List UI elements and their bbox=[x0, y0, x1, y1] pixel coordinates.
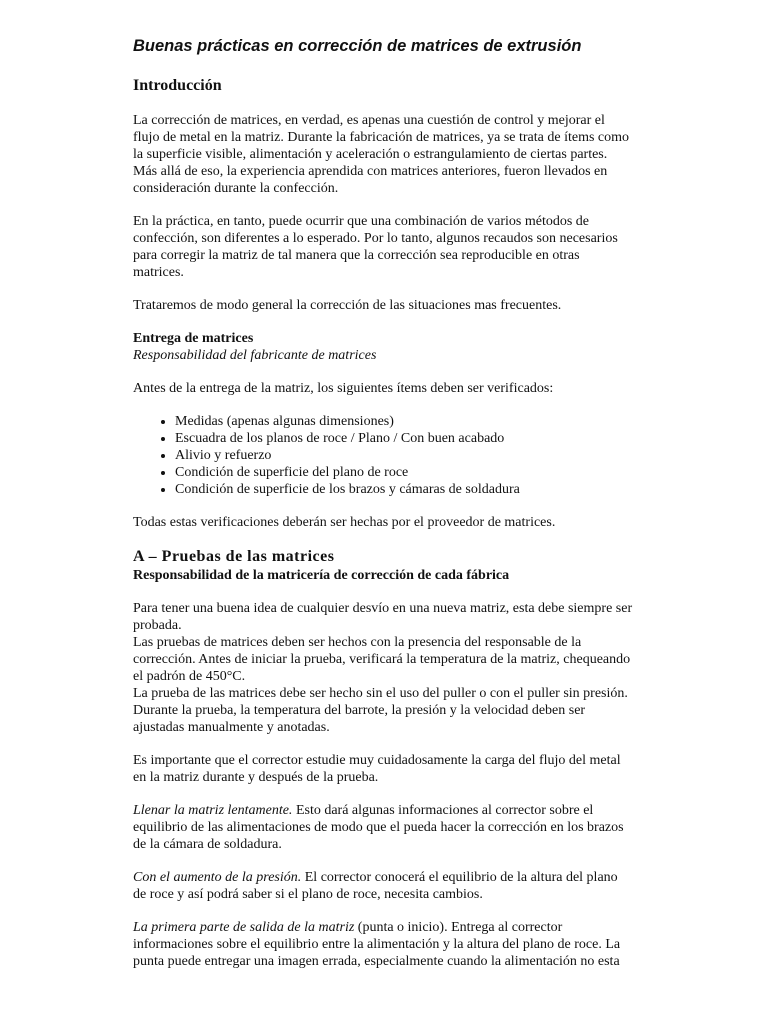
step-paragraph-3 bbox=[133, 919, 633, 970]
section-a-subheading: Responsabilidad de la matricería de corrección de cada fábrica bbox=[133, 568, 510, 583]
section-a-important: Es importante que el corrector estudie muy cuidadosamente la carga del flujo del metal en la matriz durante y después de la prueba. bbox=[133, 753, 621, 785]
step-text-2: El corrector conocerá el equilibrio de la altura del plano de roce y así podrá saber si el plano de roce, necesita cambios. bbox=[133, 870, 618, 902]
step-paragraph-2 bbox=[133, 869, 633, 903]
document-body bbox=[133, 36, 633, 986]
intro-paragraph-3: Trataremos de modo general la corrección de las situaciones mas frecuentes. bbox=[133, 298, 562, 313]
delivery-lead: Antes de la entrega de la matriz, los siguientes ítems deben ser verificados: bbox=[133, 381, 554, 396]
delivery-heading: Entrega de matrices bbox=[133, 331, 254, 346]
section-a-line-3: La prueba de las matrices debe ser hecho sin el uso del puller o con el puller sin presión. bbox=[133, 686, 628, 701]
list-item: • Medidas (apenas algunas dimensiones) bbox=[175, 413, 633, 430]
step-lead-1: Llenar la matriz lentamente. bbox=[133, 803, 293, 818]
step-lead-2: Con el aumento de la presión. bbox=[133, 870, 302, 885]
step-text-3: (punta o inicio). Entrega al corrector informaciones sobre el equilibrio entre la alimentación y la altura del plano de roce. La punta puede entregar una imagen errada, especialmente cuando la alimentación no esta bbox=[133, 920, 621, 969]
section-a-line-4: Durante la prueba, la temperatura del barrote, la presión y la velocidad deben ser ajustadas manualmente y anotadas. bbox=[133, 703, 586, 735]
step-paragraph-1 bbox=[133, 802, 633, 853]
list-item: • Condición de superficie del plano de roce bbox=[175, 464, 633, 481]
section-a-block bbox=[133, 600, 633, 736]
verification-list bbox=[133, 413, 633, 498]
intro-heading: Introducción bbox=[133, 77, 222, 94]
section-a-line-1: Para tener una buena idea de cualquier desvío en una nueva matriz, esta debe siempre ser probada. bbox=[133, 601, 633, 633]
intro-paragraph-2: En la práctica, en tanto, puede ocurrir que una combinación de varios métodos de confección, son diferentes a lo esperado. Por lo tanto, algunos recaudos son necesarios para corregir la matriz de tal manera que la corrección sea reproducible en otras matrices. bbox=[133, 214, 618, 280]
list-item: • Alivio y refuerzo bbox=[175, 447, 633, 464]
step-text-1: Esto dará algunas informaciones al corrector sobre el equilibrio de las alimentaciones de modo que el pueda hacer la corrección en los brazos de la cámara de soldadura. bbox=[133, 803, 624, 852]
delivery-closing: Todas estas verificaciones deberán ser hechas por el proveedor de matrices. bbox=[133, 515, 556, 530]
intro-paragraph-1: La corrección de matrices, en verdad, es apenas una cuestión de control y mejorar el flujo de metal en la matriz. Durante la fabricación de matrices, ya se trata de ítems como la superficie visible, alimentación y aceleración o estrangulamiento de ciertas partes. Más allá de eso, la experiencia aprendida con matrices anteriores, fueron llevados en consideración durante la confección. bbox=[133, 113, 630, 196]
document-title: Buenas prácticas en corrección de matrices de extrusión bbox=[133, 37, 582, 55]
delivery-subheading: Responsabilidad del fabricante de matrices bbox=[133, 348, 377, 363]
section-a-line-2: Las pruebas de matrices deben ser hechos con la presencia del responsable de la corrección. Antes de iniciar la prueba, verificará la temperatura de la matriz, chequeando el padrón de 450°C. bbox=[133, 635, 631, 684]
list-item: • Condición de superficie de los brazos y cámaras de soldadura bbox=[175, 481, 633, 498]
list-item: • Escuadra de los planos de roce / Plano / Con buen acabado bbox=[175, 430, 633, 447]
step-lead-3: La primera parte de salida de la matriz bbox=[133, 920, 355, 935]
section-a-heading: A – Pruebas de las matrices bbox=[133, 548, 335, 565]
